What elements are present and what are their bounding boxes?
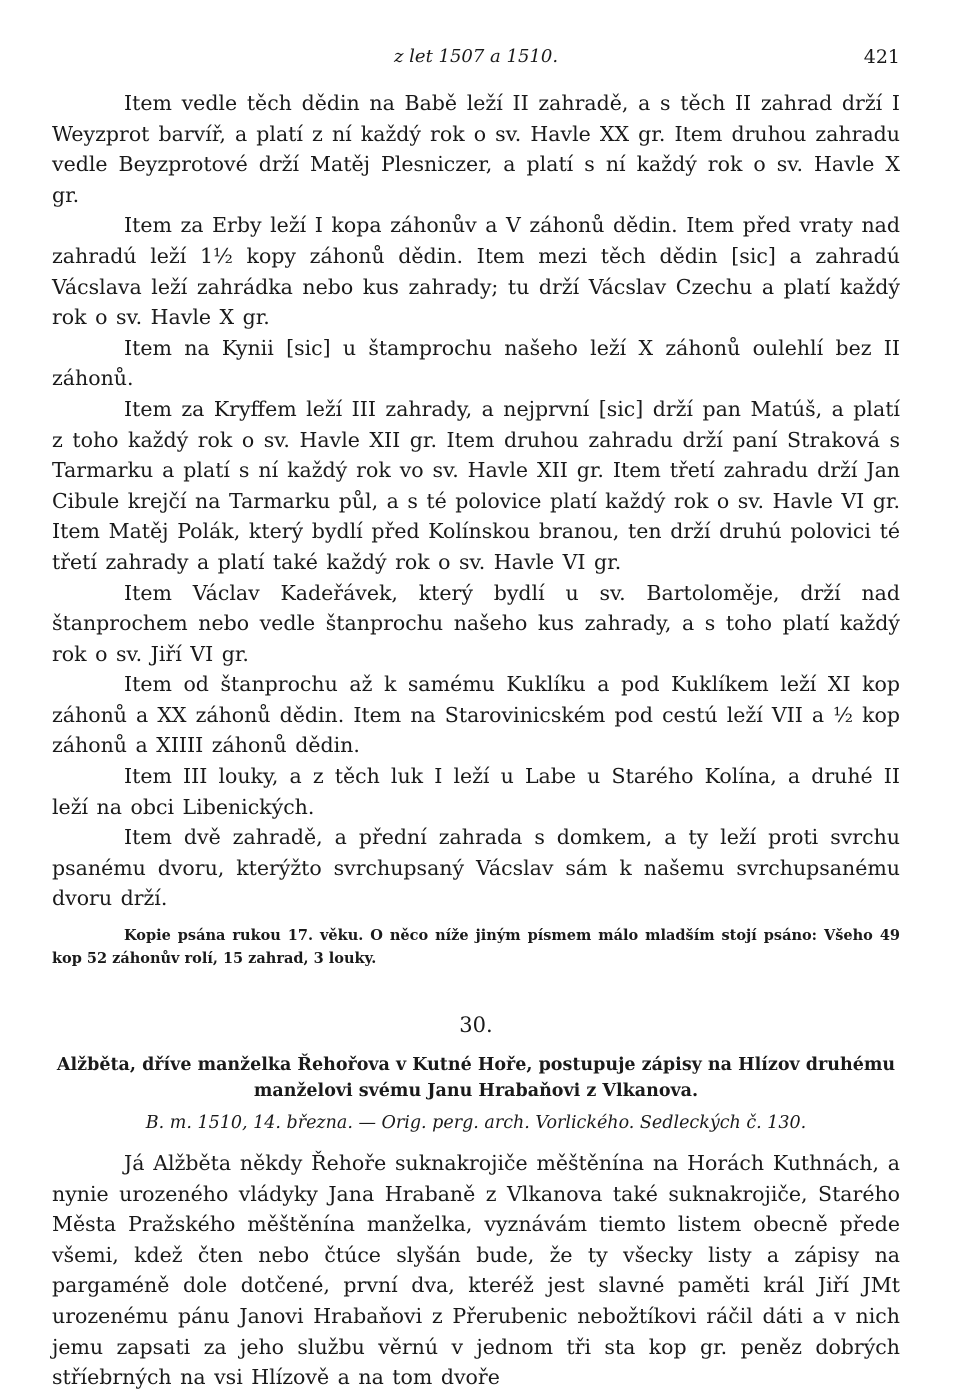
paragraph: Item III louky, a z těch luk I leží u Labe u Starého Kolína, a druhé II leží na obci Libenických.: [52, 764, 900, 819]
running-title: z let 1507 a 1510.: [393, 46, 559, 67]
paragraph: Já Alžběta někdy Řehoře suknakrojiče měštěnína na Horách Kuthnách, a nynie urozeného vládyky Jana Hrabaně z Vlkanova také suknakrojiče, Starého Města Pražského měštěnína manželka, vyznávám tiemto listem obecně přede všemi, kdež čten nebo čtúce slyšán bude, že ty všecky listy a zápisy na pargaméně dole dotčené, první dva, kteréž jest slavné paměti král Jiří JMt urozenému pánu Janovi Hrabaňovi z Přerubenic nebožtíkovi ráčil dáti a v nich jemu zapsati za jeho službu věrnú v jednom tři sta kop gr. peněz dobrých stříebrných na vsi Hlízově a na tom dvoře: [52, 1151, 900, 1390]
document-source: B. m. 1510, 14. března. — Orig. perg. arch. Vorlického. Sedleckých č. 130.: [145, 1113, 807, 1134]
document-number: 30.: [459, 1013, 493, 1038]
paragraph: Item od štanprochu až k samému Kuklíku a pod Kuklíkem leží XI kop záhonů a XX záhonů dědin. Item na Starovinicském pod cestú leží VII a ½ kop záhonů a XIIII záhonů dědin.: [52, 672, 900, 758]
document-heading: Alžběta, dříve manželka Řehořova v Kutné Hoře, postupuje zápisy na Hlízov druhému manželovi svému Janu Hrabaňovi z Vlkanova.: [56, 1055, 896, 1102]
body-text: [52, 88, 900, 914]
page-number: 421: [863, 46, 900, 68]
paragraph: Item za Kryffem leží III zahrady, a nejprvní [sic] drží pan Matúš, a platí z toho každý rok o sv. Havle XII gr. Item druhou zahradu drží paní Straková s Tarmarku a platí s ní každý rok vo sv. Havle XII gr. Item třetí zahradu drží Jan Cibule krejčí na Tarmarku půl, a s té polovice platí každý rok o sv. Havle VI gr. Item Matěj Polák, který bydlí před Kolínskou branou, ten drží druhú polovici té třetí zahrady a platí také každý rok o sv. Havle VI gr.: [52, 396, 900, 574]
paragraph: Item na Kynii [sic] u štamprochu našeho leží X záhonů oulehlí bez II záhonů.: [52, 335, 900, 391]
editorial-note: Kopie psána rukou 17. věku. O něco níže jiným písmem málo mladším stojí psáno: Všeho 49 kop 52 záhonův rolí, 15 zahrad, 3 louky.: [52, 927, 900, 968]
paragraph: Item dvě zahradě, a přední zahrada s domkem, a ty leží proti svrchu psanému dvoru, kterýžto svrchupsaný Vácslav sám k našemu svrchupsanému dvoru drží.: [52, 825, 900, 911]
paragraph: Item vedle těch dědin na Babě leží II zahradě, a s těch II zahrad drží I Weyzprot barvíř, a platí z ní každý rok o sv. Havle XX gr. Item druhou zahradu vedle Beyzprotové drží Matěj Plesniczer, a platí s ní každý rok o sv. Havle X gr.: [52, 91, 900, 207]
paragraph: Item Václav Kadeřávek, který bydlí u sv. Bartoloměje, drží nad štanprochem nebo vedle štanprochu našeho kus zahrady, a s toho platí každý rok o sv. Jiří VI gr.: [52, 580, 900, 666]
book-page: [52, 40, 900, 1393]
document-text: [52, 1148, 900, 1393]
running-head: [52, 40, 900, 80]
paragraph: Item za Erby leží I kopa záhonův a V záhonů dědin. Item před vraty nad zahradú leží 1½ kopy záhonů dědin. Item mezi těch dědin [sic] a zahradú Vácslava leží zahrádka nebo kus zahrady; tu drží Vácslav Czechu a platí každý rok o sv. Havle X gr.: [52, 213, 900, 330]
